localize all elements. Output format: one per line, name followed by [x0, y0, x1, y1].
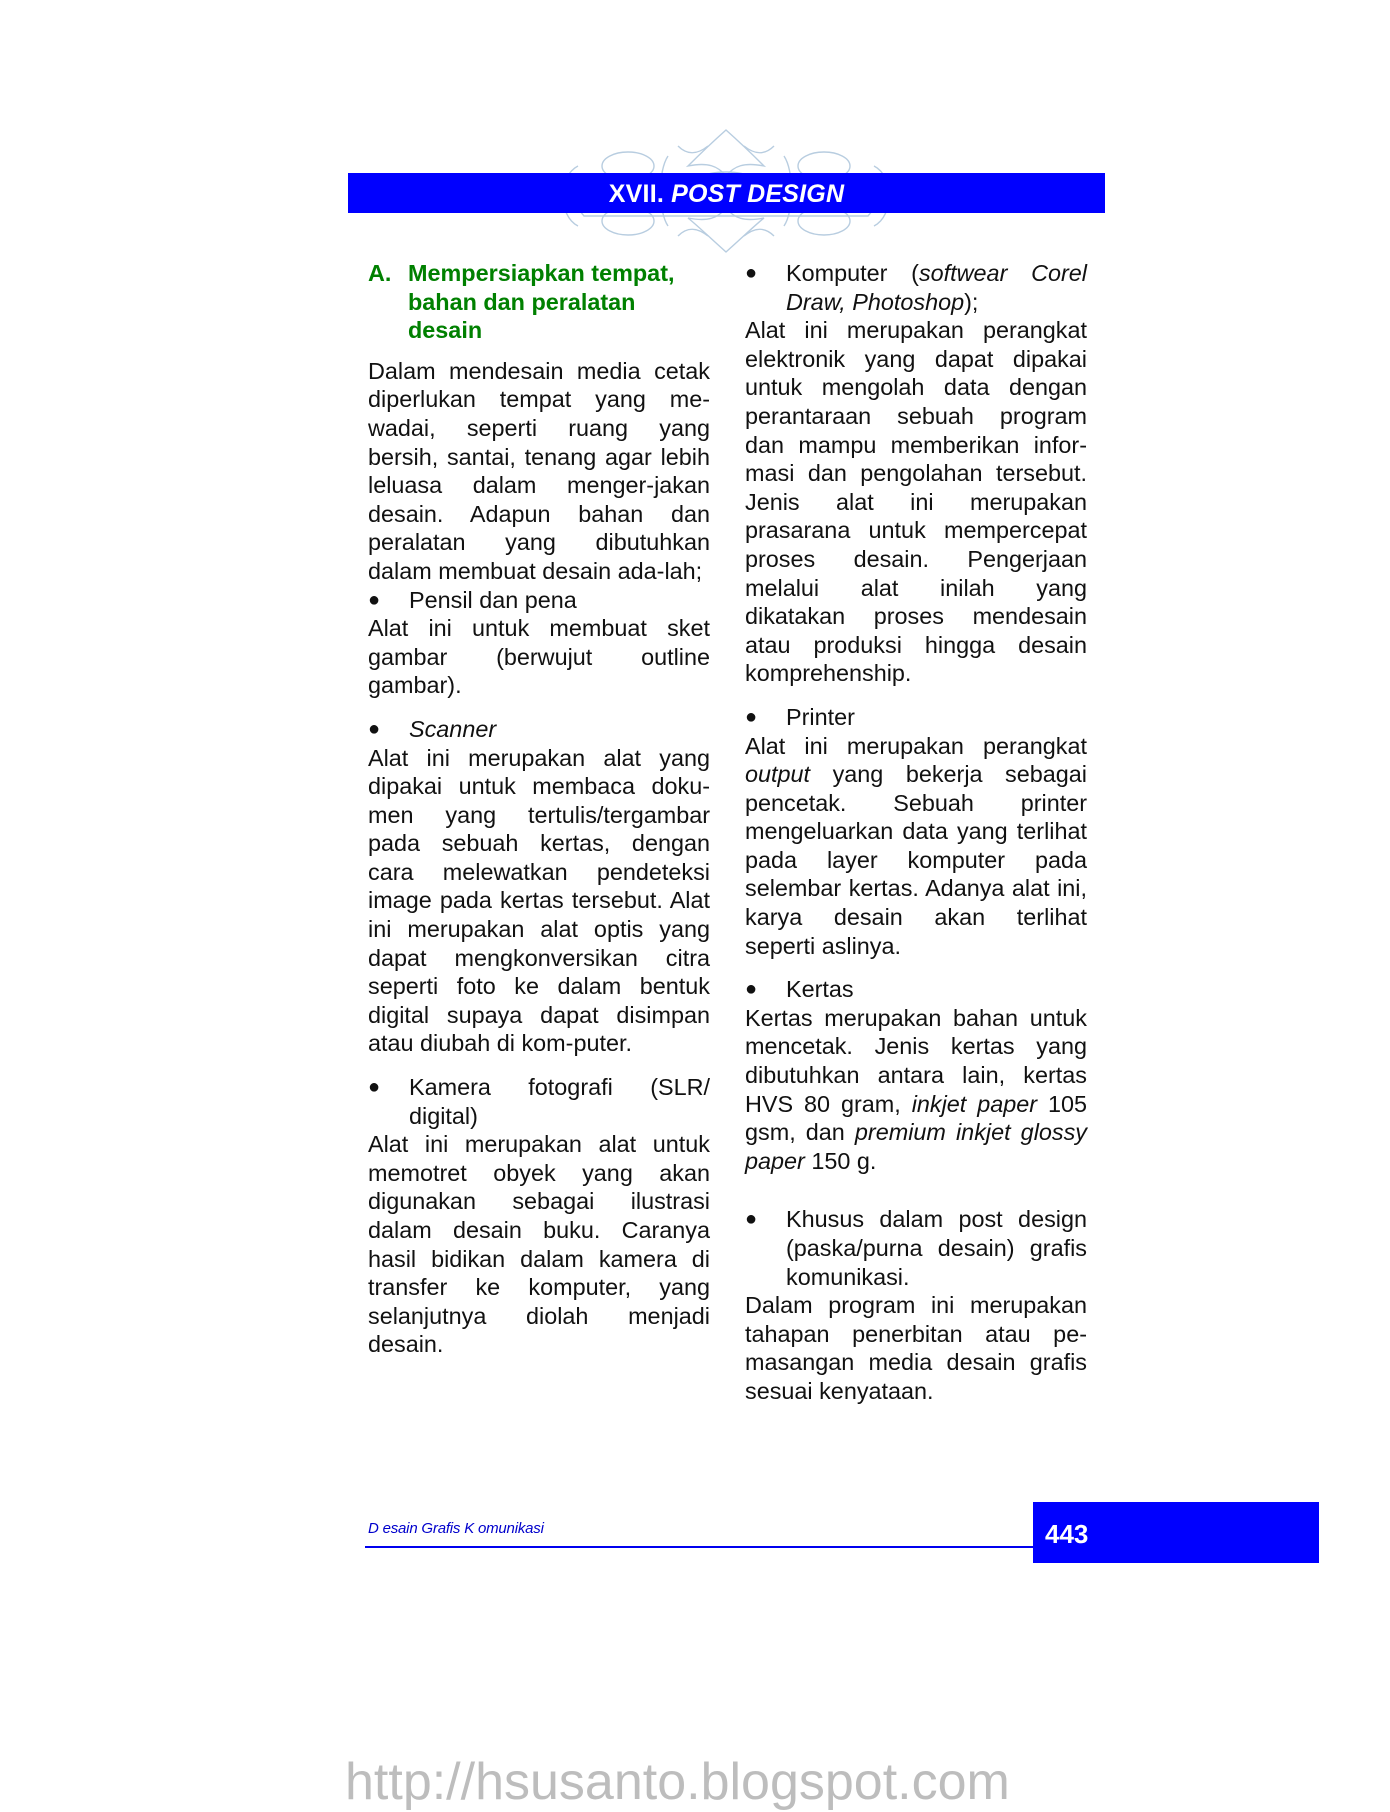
footer-book-title: D esain Grafis K omunikasi: [368, 1520, 544, 1537]
list-item-kamera: [368, 1073, 710, 1130]
page-number: 443: [1045, 1519, 1089, 1549]
bullet-icon: ●: [368, 588, 381, 611]
item-description: Alat ini merupakan alat untuk memotret obyek yang akan digunakan sebagai ilustrasi dalam desain buku. Caranya hasil bidikan dalam kamera di transfer ke komputer, yang selanjutnya diolah menjadi desain.: [368, 1131, 710, 1358]
bullet-label: Scanner: [409, 715, 497, 742]
chapter-number: XVII.: [608, 180, 664, 208]
chapter-title-bar: [348, 173, 1105, 213]
desc-part: 105 gsm, dan: [745, 1090, 1087, 1146]
intro-paragraph: Dalam mendesain media cetak diperlukan tempat yang me-wadai, seperti ruang yang bersih, santai, tenang agar lebih leluasa dalam menger-jakan desain. Adapun bahan dan peralatan yang dibutuhkan dalam membuat desain ada-lah;: [368, 357, 710, 584]
desc-part-italic: premium inkjet glossy paper: [745, 1119, 1087, 1174]
bullet-label: Printer: [786, 703, 855, 730]
bullet-icon: ●: [745, 262, 758, 284]
bullet-label: Kamera fotografi (SLR/ digital): [409, 1074, 710, 1129]
desc-rest: yang bekerja sebagai pencetak. Sebuah printer mengeluarkan data yang terlihat pada layer komputer pada selembar kertas. Adanya alat ini, karya desain akan terlihat seperti aslinya.: [745, 761, 1087, 959]
desc-part-italic: inkjet paper: [911, 1090, 1038, 1117]
bullet-label: [786, 259, 1087, 316]
bullet-label: Pensil dan pena: [409, 586, 577, 613]
desc-part: Kertas merupakan bahan untuk mencetak. Jenis kertas yang dibutuhkan antara lain, kertas HVS 80 gram,: [745, 1004, 1087, 1117]
list-item-printer: [745, 703, 1087, 732]
desc-italic: output: [745, 761, 811, 788]
chapter-title: POST DESIGN: [671, 180, 845, 208]
bullet-icon: ●: [745, 1208, 758, 1231]
section-heading: [368, 259, 710, 345]
section-letter: A.: [368, 260, 392, 286]
bullet-label-suffix: );: [964, 288, 979, 315]
footer-divider: [365, 1546, 1035, 1548]
item-description: Alat ini merupakan alat yang dipakai untuk membaca doku-men yang tertulis/tergambar pada sebuah kertas, dengan cara melewatkan pendeteksi image pada kertas tersebut. Alat ini merupakan alat optis yang dapat mengkonversikan citra seperti foto ke dalam bentuk digital supaya dapat disimpan atau diubah di kom-puter.: [368, 744, 710, 1057]
list-item-scanner: [368, 715, 710, 744]
item-description: Alat ini merupakan perangkat elektronik yang dapat dipakai untuk mengolah data dengan perantaraan sebuah program dan mampu memberikan infor-masi dan pengolahan tersebut. Jenis alat ini merupakan prasarana untuk mempercepat proses desain. Pengerjaan melalui alat inilah yang dikatakan proses mendesain atau produksi hingga desain komprehenship.: [745, 317, 1087, 687]
bullet-label: Khusus dalam post design (paska/purna desain) grafis komunikasi.: [786, 1206, 1087, 1290]
section-title: Mempersiapkan tempat, bahan dan peralatan desain: [408, 260, 675, 344]
right-column: [745, 259, 1087, 1406]
bullet-icon: ●: [745, 705, 758, 728]
list-item-kertas: [745, 975, 1087, 1004]
bullet-label: Kertas: [786, 976, 854, 1003]
page-number-box: [1033, 1502, 1319, 1563]
bullet-label-prefix: Komputer (: [786, 260, 919, 286]
list-item-pensil: [368, 586, 710, 615]
bullet-icon: ●: [368, 717, 381, 740]
item-description: Dalam program ini merupakan tahapan penerbitan atau pe-masangan media desain grafis sesuai kenyataan.: [745, 1292, 1087, 1404]
bullet-icon: ●: [368, 1076, 381, 1099]
list-item-komputer: [745, 259, 1087, 316]
list-item-khusus: [745, 1205, 1087, 1291]
item-description: [745, 732, 1087, 961]
left-column: [368, 259, 710, 1359]
watermark-url: http://hsusanto.blogspot.com: [345, 1753, 1010, 1811]
desc-part: 150 g.: [804, 1147, 877, 1174]
item-description: Alat ini untuk membuat sket gambar (berwujut outline gambar).: [368, 615, 710, 699]
desc-prefix: Alat ini merupakan perangkat: [745, 732, 1087, 759]
item-description: [745, 1004, 1087, 1176]
bullet-icon: ●: [745, 978, 758, 1001]
bullet-label-software: softwear Corel Draw, Photoshop: [786, 260, 1087, 315]
